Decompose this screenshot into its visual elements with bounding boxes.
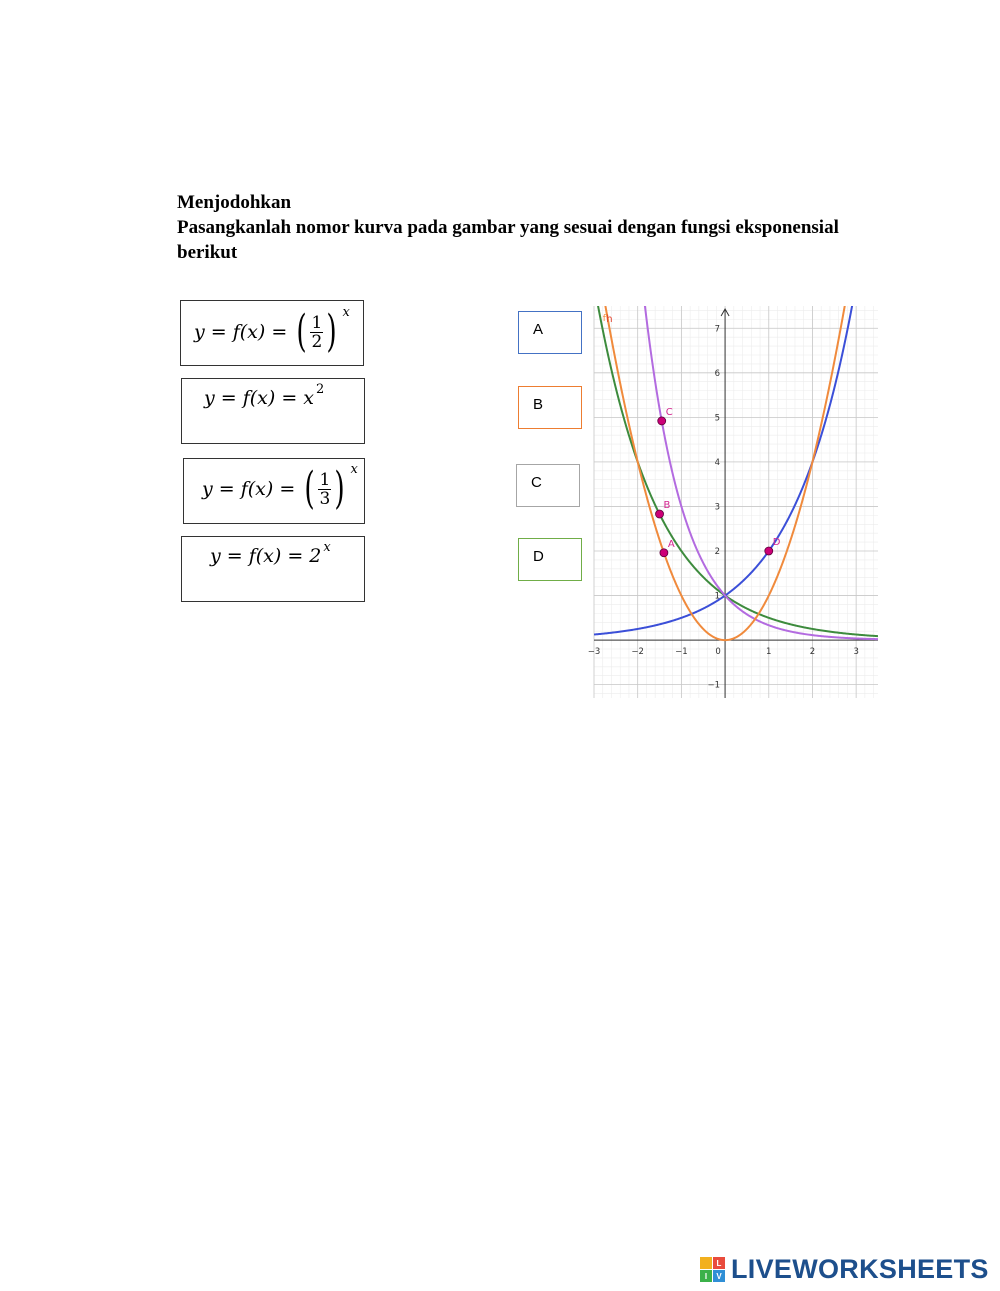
point-label-c: C xyxy=(665,406,673,418)
y-tick-label: 2 xyxy=(714,547,721,557)
instruction-line-1: Pasangkanlah nomor kurva pada gambar yang sesuai dengan fungsi eksponensial xyxy=(177,217,839,238)
answer-box-c[interactable]: C xyxy=(516,464,580,507)
function-box-square[interactable] xyxy=(181,378,365,444)
curve-label-f: f xyxy=(602,314,606,324)
point-d xyxy=(765,547,773,555)
y-tick-label: 6 xyxy=(714,368,721,379)
logo-text: LIVEWORKSHEETS xyxy=(731,1254,989,1284)
x-tick-label: 0 xyxy=(715,647,721,658)
function-lhs: y = f(x) = xyxy=(202,478,296,500)
function-lhs: y = f(x) = x xyxy=(204,387,315,409)
x-tick-label: −3 xyxy=(587,647,601,658)
y-tick-label: −1 xyxy=(707,680,721,691)
point-label-d: D xyxy=(772,537,781,548)
point-a xyxy=(660,549,668,557)
x-tick-label: 2 xyxy=(809,647,816,658)
y-tick-label: 1 xyxy=(714,591,721,602)
heading xyxy=(177,190,877,265)
fraction: $\frac{1}{2}$ xyxy=(311,312,323,352)
function-box-two-power[interactable] xyxy=(181,536,365,602)
point-b xyxy=(656,510,664,518)
y-tick-label: 7 xyxy=(714,324,721,335)
function-box-third[interactable]: y = f(x) = ( $\frac{1}{3}$ ) x xyxy=(183,458,365,524)
x-tick-label: −1 xyxy=(675,647,688,658)
point-label-b: B xyxy=(663,500,671,512)
fraction: $\frac{1}{3}$ xyxy=(319,469,331,509)
page-title: Menjodohkan xyxy=(177,192,292,213)
exponent: x xyxy=(323,539,331,555)
answer-box-d[interactable]: D xyxy=(518,538,582,581)
x-tick-label: 3 xyxy=(853,647,859,658)
x-tick-label: −2 xyxy=(631,647,644,658)
function-lhs: y = f(x) = 2 xyxy=(210,545,322,567)
y-tick-label: 5 xyxy=(714,413,721,424)
point-c xyxy=(658,417,666,425)
exponent: x xyxy=(350,461,358,477)
logo-mark-icon: L I V xyxy=(700,1257,725,1282)
curve-label-h: h xyxy=(606,314,613,325)
instruction-line-2: berikut xyxy=(177,242,238,263)
answer-box-a[interactable]: A xyxy=(518,311,582,354)
y-tick-label: 4 xyxy=(714,457,721,468)
point-label-a: A xyxy=(667,538,675,550)
x-tick-label: 1 xyxy=(766,647,772,658)
function-graph xyxy=(587,306,878,698)
exponent: x xyxy=(342,304,350,320)
function-box-half[interactable]: y = f(x) = ( $\frac{1}{2}$ ) x xyxy=(180,300,364,366)
liveworksheets-logo xyxy=(700,1254,989,1285)
answer-box-b[interactable]: B xyxy=(518,386,582,429)
exponent: 2 xyxy=(316,381,325,397)
function-lhs: y = f(x) = xyxy=(194,321,288,343)
y-tick-label: 3 xyxy=(714,502,721,513)
